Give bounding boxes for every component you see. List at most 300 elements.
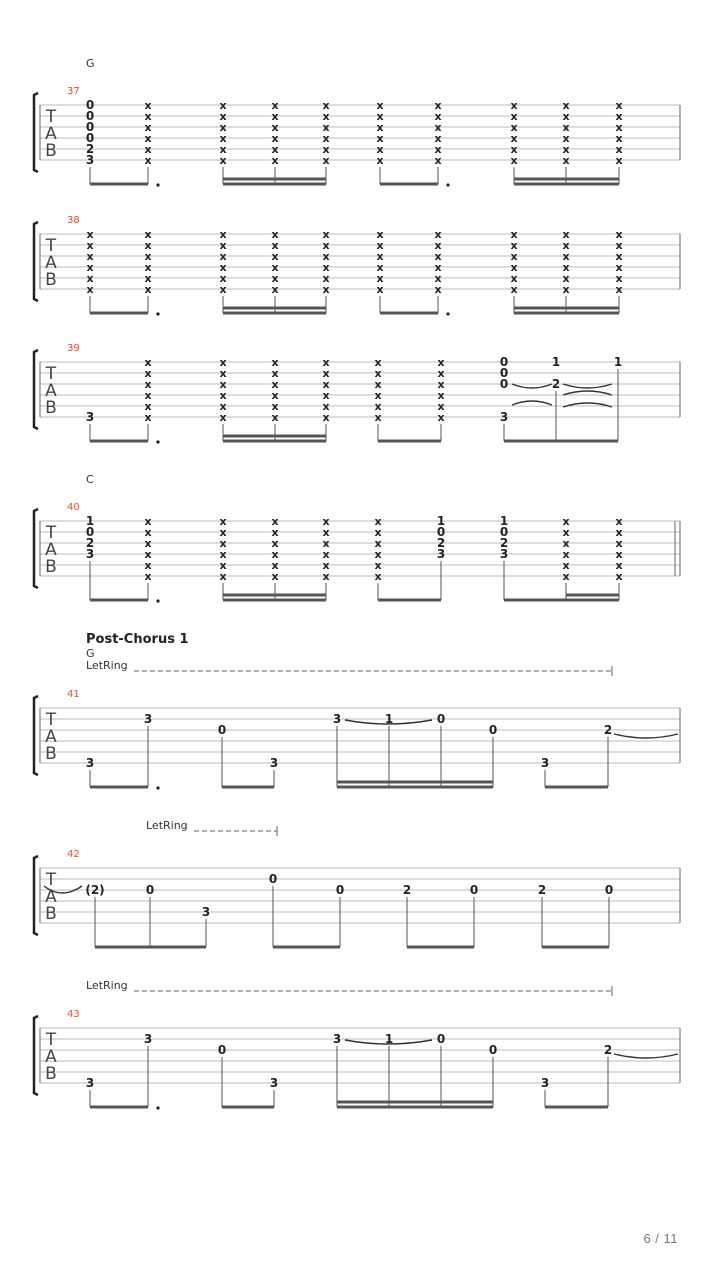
dot [446,312,449,315]
muted-note: x [562,132,570,145]
muted-note: x [144,378,152,391]
fret-number: 3 [332,1032,342,1046]
tab-clef-letter: A [45,381,57,401]
muted-note: x [144,283,152,296]
muted-note: x [615,121,623,134]
muted-note: x [322,154,330,167]
muted-note: x [562,548,570,561]
fret-number: 2 [537,883,547,897]
muted-note: x [271,239,279,252]
fret-number: 0 [436,1032,446,1046]
muted-note: x [510,121,518,134]
muted-note: x [144,548,152,561]
tab-clef-letter: A [45,540,57,560]
muted-note: x [615,154,623,167]
let-ring-label: LetRing [146,819,188,832]
muted-note: x [376,154,384,167]
fret-number: 0 [85,131,95,145]
tab-clef-letter: B [45,557,57,577]
muted-note: x [562,239,570,252]
muted-note: x [376,239,384,252]
tab-clef-letter: T [45,107,57,127]
muted-note: x [615,228,623,241]
muted-note: x [144,99,152,112]
muted-note: x [219,548,227,561]
tab-clef-letter: T [45,1030,57,1050]
muted-note: x [219,515,227,528]
muted-note: x [219,411,227,424]
muted-note: x [615,250,623,263]
muted-note: x [271,559,279,572]
muted-note: x [322,378,330,391]
tab-clef-letter: B [45,1064,57,1084]
fret-number: 0 [217,723,227,737]
system-bracket [34,509,38,588]
muted-note: x [219,356,227,369]
fret-number: 0 [268,872,278,886]
tab-clef-letter: B [45,904,57,924]
muted-note: x [322,411,330,424]
muted-note: x [271,99,279,112]
fret-number: 2 [499,536,509,550]
muted-note: x [144,515,152,528]
fret-number: 3 [143,712,153,726]
muted-note: x [562,515,570,528]
muted-note: x [144,411,152,424]
system-bracket [34,1016,38,1095]
muted-note: x [271,154,279,167]
muted-note: x [562,99,570,112]
fret-number: 0 [604,883,614,897]
staff-system-41 [34,632,680,790]
fret-number: 2 [85,142,95,156]
fret-number: 0 [335,883,345,897]
tab-clef-letter: T [45,710,57,730]
fret-number: 2 [603,723,613,737]
fret-number: 3 [499,547,509,561]
staff-system-42 [34,819,680,947]
muted-note: x [219,389,227,402]
muted-note: x [562,154,570,167]
muted-note: x [615,548,623,561]
fret-number: 3 [540,756,550,770]
muted-note: x [434,261,442,274]
dot [156,183,159,186]
muted-note: x [322,283,330,296]
fret-number: 3 [85,153,95,167]
muted-note: x [615,570,623,583]
fret-number: 1 [551,355,561,369]
tie-curve [512,384,552,388]
fret-number: 1 [436,514,446,528]
let-ring-label: LetRing [86,979,128,992]
tie-curve [563,391,612,395]
muted-note: x [86,261,94,274]
fret-number: 3 [201,905,211,919]
muted-note: x [562,272,570,285]
muted-note: x [271,228,279,241]
muted-note: x [271,110,279,123]
muted-note: x [144,143,152,156]
muted-note: x [374,378,382,391]
muted-note: x [615,143,623,156]
fret-number: 1 [613,355,623,369]
muted-note: x [271,515,279,528]
fret-number: 2 [551,377,561,391]
fret-number: 3 [85,1076,95,1090]
muted-note: x [144,367,152,380]
muted-note: x [322,250,330,263]
fret-number: 3 [540,1076,550,1090]
muted-note: x [562,526,570,539]
muted-note: x [322,570,330,583]
muted-note: x [86,228,94,241]
muted-note: x [374,400,382,413]
muted-note: x [322,526,330,539]
dot [156,599,159,602]
fret-number: 2 [85,536,95,550]
muted-note: x [219,143,227,156]
muted-note: x [144,356,152,369]
fret-number: 1 [85,514,95,528]
muted-note: x [322,132,330,145]
muted-note: x [437,389,445,402]
muted-note: x [144,261,152,274]
muted-note: x [562,537,570,550]
staff-system-40 [34,473,680,603]
slur-curve [614,734,678,738]
muted-note: x [219,570,227,583]
muted-note: x [510,99,518,112]
tab-clef-letter: T [45,364,57,384]
system-bracket [34,350,38,429]
muted-note: x [144,537,152,550]
muted-note: x [144,121,152,134]
muted-note: x [374,411,382,424]
muted-note: x [322,400,330,413]
tab-clef-letter: A [45,887,57,907]
muted-note: x [510,239,518,252]
muted-note: x [144,250,152,263]
staff-system-39 [34,343,680,444]
measure-number: 39 [67,343,80,354]
page-number: 6 / 11 [643,1231,678,1246]
muted-note: x [510,132,518,145]
muted-note: x [562,283,570,296]
section-title: Post-Chorus 1 [86,632,189,647]
muted-note: x [271,411,279,424]
muted-note: x [322,559,330,572]
muted-note: x [144,228,152,241]
muted-note: x [615,110,623,123]
muted-note: x [144,400,152,413]
muted-note: x [322,537,330,550]
fret-number: 0 [436,525,446,539]
muted-note: x [271,261,279,274]
muted-note: x [219,154,227,167]
muted-note: x [510,250,518,263]
fret-number: 0 [85,120,95,134]
chord-name: G [86,57,95,70]
measure-number: 43 [67,1009,80,1020]
fret-number: 2 [402,883,412,897]
muted-note: x [562,228,570,241]
muted-note: x [86,250,94,263]
muted-note: x [434,110,442,123]
muted-note: x [322,99,330,112]
fret-number: 1 [384,712,394,726]
chord-name: G [86,647,95,660]
muted-note: x [271,570,279,583]
muted-note: x [322,548,330,561]
muted-note: x [376,272,384,285]
muted-note: x [376,143,384,156]
fret-number: 2 [436,536,446,550]
fret-number: 1 [499,514,509,528]
measure-number: 38 [67,215,80,226]
muted-note: x [374,548,382,561]
system-bracket [34,93,38,172]
muted-note: x [86,239,94,252]
tab-clef-letter: B [45,744,57,764]
muted-note: x [437,378,445,391]
muted-note: x [374,389,382,402]
muted-note: x [615,537,623,550]
muted-note: x [219,367,227,380]
fret-number: 0 [499,366,509,380]
system-bracket [34,696,38,775]
muted-note: x [322,356,330,369]
muted-note: x [374,356,382,369]
muted-note: x [376,283,384,296]
fret-number: (2) [85,883,105,897]
muted-note: x [376,261,384,274]
muted-note: x [434,121,442,134]
muted-note: x [86,272,94,285]
muted-note: x [510,261,518,274]
muted-note: x [434,228,442,241]
muted-note: x [615,515,623,528]
tab-clef-letter: T [45,236,57,256]
muted-note: x [322,228,330,241]
measure-number: 41 [67,689,80,700]
fret-number: 3 [436,547,446,561]
muted-note: x [322,389,330,402]
muted-note: x [271,367,279,380]
muted-note: x [510,154,518,167]
muted-note: x [219,283,227,296]
measure-number: 42 [67,849,80,860]
dot [156,440,159,443]
muted-note: x [219,378,227,391]
fret-number: 0 [85,525,95,539]
tab-clef-letter: A [45,727,57,747]
fret-number: 3 [332,712,342,726]
muted-note: x [615,99,623,112]
muted-note: x [437,356,445,369]
tie-curve [512,401,552,405]
muted-note: x [144,526,152,539]
muted-note: x [376,250,384,263]
muted-note: x [322,261,330,274]
muted-note: x [219,99,227,112]
tab-clef-letter: A [45,124,57,144]
muted-note: x [271,121,279,134]
fret-number: 0 [488,723,498,737]
fret-number: 1 [384,1032,394,1046]
muted-note: x [271,283,279,296]
muted-note: x [322,110,330,123]
muted-note: x [437,411,445,424]
muted-note: x [322,239,330,252]
muted-note: x [374,537,382,550]
muted-note: x [376,228,384,241]
muted-note: x [374,367,382,380]
muted-note: x [615,132,623,145]
muted-note: x [219,110,227,123]
muted-note: x [271,250,279,263]
tab-clef-letter: B [45,141,57,161]
tab-clef-letter: B [45,398,57,418]
fret-number: 0 [145,883,155,897]
muted-note: x [322,272,330,285]
tab-clef-letter: A [45,253,57,273]
muted-note: x [434,132,442,145]
muted-note: x [271,143,279,156]
fret-number: 2 [603,1043,613,1057]
muted-note: x [374,570,382,583]
muted-note: x [271,389,279,402]
fret-number: 3 [85,547,95,561]
muted-note: x [219,526,227,539]
muted-note: x [219,132,227,145]
measure-number: 40 [67,502,80,513]
muted-note: x [144,389,152,402]
fret-number: 0 [499,377,509,391]
chord-name: C [86,473,94,486]
muted-note: x [562,121,570,134]
muted-note: x [562,143,570,156]
muted-note: x [510,143,518,156]
muted-note: x [510,272,518,285]
muted-note: x [374,559,382,572]
muted-note: x [562,250,570,263]
muted-note: x [615,283,623,296]
muted-note: x [434,154,442,167]
dot [156,786,159,789]
muted-note: x [615,272,623,285]
muted-note: x [376,121,384,134]
muted-note: x [322,367,330,380]
muted-note: x [562,261,570,274]
muted-note: x [376,110,384,123]
muted-note: x [219,400,227,413]
fret-number: 3 [143,1032,153,1046]
fret-number: 0 [469,883,479,897]
dot [156,312,159,315]
muted-note: x [562,559,570,572]
muted-note: x [219,228,227,241]
fret-number: 0 [488,1043,498,1057]
muted-note: x [434,239,442,252]
muted-note: x [437,400,445,413]
muted-note: x [322,143,330,156]
muted-note: x [322,515,330,528]
dot [446,183,449,186]
muted-note: x [271,400,279,413]
tie-curve [563,384,612,388]
fret-number: 0 [436,712,446,726]
fret-number: 3 [85,756,95,770]
muted-note: x [376,132,384,145]
muted-note: x [219,537,227,550]
muted-note: x [144,239,152,252]
muted-note: x [144,132,152,145]
muted-note: x [374,526,382,539]
muted-note: x [434,272,442,285]
dot [156,1106,159,1109]
muted-note: x [615,239,623,252]
fret-number: 0 [217,1043,227,1057]
muted-note: x [271,356,279,369]
muted-note: x [144,154,152,167]
muted-note: x [219,272,227,285]
muted-note: x [615,261,623,274]
muted-note: x [271,378,279,391]
staff-system-38 [34,215,680,316]
muted-note: x [562,570,570,583]
muted-note: x [510,228,518,241]
let-ring-label: LetRing [86,659,128,672]
muted-note: x [437,367,445,380]
muted-note: x [144,110,152,123]
system-bracket [34,222,38,301]
fret-number: 3 [269,756,279,770]
muted-note: x [219,121,227,134]
muted-note: x [615,559,623,572]
muted-note: x [376,99,384,112]
measure-number: 37 [67,86,80,97]
muted-note: x [144,559,152,572]
muted-note: x [434,283,442,296]
muted-note: x [219,559,227,572]
tab-clef-letter: A [45,1047,57,1067]
muted-note: x [615,526,623,539]
muted-note: x [271,272,279,285]
fret-number: 3 [85,410,95,424]
muted-note: x [510,283,518,296]
muted-note: x [144,272,152,285]
muted-note: x [374,515,382,528]
system-bracket [34,856,38,935]
muted-note: x [86,283,94,296]
fret-number: 3 [269,1076,279,1090]
muted-note: x [219,261,227,274]
fret-number: 0 [85,98,95,112]
tab-clef-letter: B [45,270,57,290]
tab-clef-letter: T [45,870,57,890]
fret-number: 0 [499,525,509,539]
fret-number: 0 [499,355,509,369]
staff-system-37 [34,57,680,187]
fret-number: 0 [85,109,95,123]
slur-curve [614,1054,678,1058]
muted-note: x [434,143,442,156]
fret-number: 3 [499,410,509,424]
muted-note: x [271,526,279,539]
muted-note: x [271,132,279,145]
muted-note: x [434,99,442,112]
